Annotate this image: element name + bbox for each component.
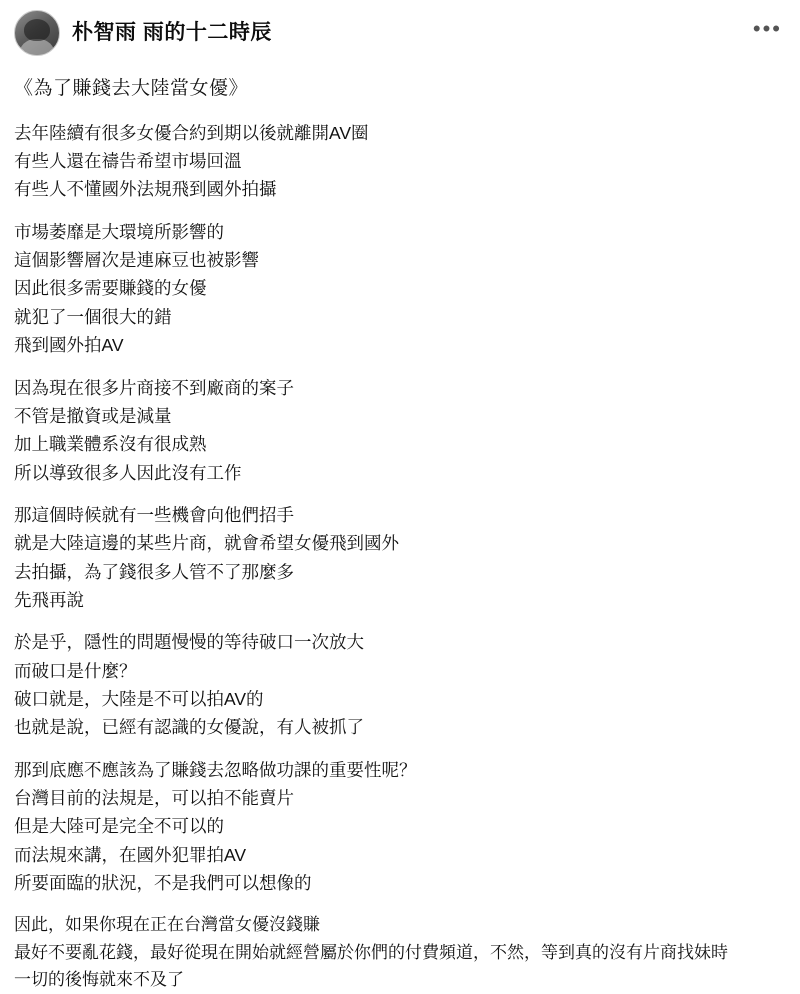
- post-line: 市場萎靡是大環境所影響的: [14, 221, 224, 242]
- post-paragraph: [14, 756, 786, 898]
- post-line: 因為現在很多片商接不到廠商的案子: [14, 377, 294, 398]
- post-paragraph: [14, 911, 786, 994]
- post-paragraph: [14, 501, 786, 614]
- post-paragraphs: [14, 119, 786, 994]
- post-line: 先飛再說: [14, 589, 84, 610]
- post-line: 於是乎，隱性的問題慢慢的等待破口一次放大: [14, 632, 364, 653]
- post-line: 有些人還在禱告希望市場回溫: [14, 151, 242, 172]
- post-line: 不管是撤資或是減量: [14, 405, 172, 426]
- post-line: 破口就是，大陸是不可以拍AV的: [14, 688, 264, 709]
- post-line: 也就是說，已經有認識的女優說，有人被抓了: [14, 717, 364, 738]
- post-line: 因此，如果你現在正在台灣當女優沒錢賺: [14, 915, 320, 935]
- post-paragraph: [14, 218, 786, 360]
- post-body: [0, 60, 800, 994]
- post-title: 《為了賺錢去大陸當女優》: [14, 78, 249, 99]
- post-line: 一切的後悔就來不及了: [14, 970, 184, 990]
- author-block: [72, 10, 272, 46]
- post-line: 所以導致很多人因此沒有工作: [14, 462, 242, 483]
- post-line: 就是大陸這邊的某些片商，就會希望女優飛到國外: [14, 533, 399, 554]
- author-name[interactable]: 朴智雨 雨的十二時辰: [72, 21, 272, 44]
- post-line: 就犯了一個很大的錯: [14, 306, 172, 327]
- post-line: 而破口是什麼？: [14, 660, 137, 681]
- post-line: 有些人不懂國外法規飛到國外拍攝: [14, 179, 277, 200]
- post-line: 台灣目前的法規是，可以拍不能賣片: [14, 787, 294, 808]
- post-line: 而法規來講，在國外犯罪拍AV: [14, 844, 247, 865]
- post-line: 那這個時候就有一些機會向他們招手: [14, 504, 294, 525]
- more-options-icon[interactable]: •••: [752, 16, 782, 41]
- post-line: 去拍攝，為了錢很多人管不了那麼多: [14, 561, 294, 582]
- post-line: 所要面臨的狀況，不是我們可以想像的: [14, 873, 312, 894]
- avatar[interactable]: [14, 10, 60, 56]
- post-line: 那到底應不應該為了賺錢去忽略做功課的重要性呢？: [14, 759, 417, 780]
- post-line: 去年陸續有很多女優合約到期以後就離開AV圈: [14, 122, 369, 143]
- post-line: 最好不要亂花錢，最好從現在開始就經營屬於你們的付費頻道，不然，等到真的沒有片商找妹時: [14, 942, 728, 962]
- post-line: 因此很多需要賺錢的女優: [14, 278, 207, 299]
- post-paragraph: [14, 628, 786, 741]
- post-line: 這個影響層次是連麻豆也被影響: [14, 250, 259, 271]
- post-paragraph: [14, 374, 786, 487]
- post-line: 飛到國外拍AV: [14, 335, 124, 356]
- post-line: 加上職業體系沒有很成熟: [14, 434, 207, 455]
- post-paragraph: [14, 119, 786, 204]
- post-line: 但是大陸可是完全不可以的: [14, 816, 224, 837]
- post-header: [0, 0, 800, 60]
